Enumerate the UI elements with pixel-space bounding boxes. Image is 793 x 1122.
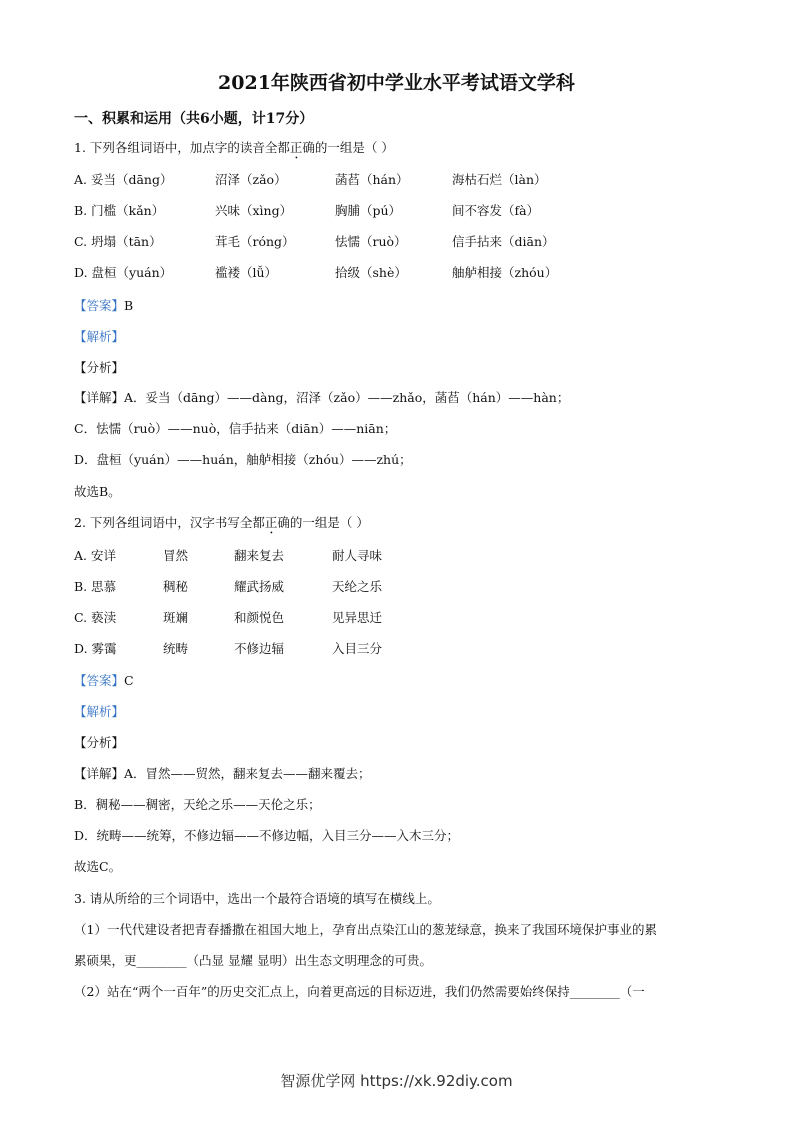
q2-option-d-3: 不修边辐 (234, 641, 285, 656)
q2-option-b-1: B. 思慕 (74, 579, 117, 594)
q2-fenxi: 【分析】 (74, 735, 125, 750)
q1-option-d-1: D. 盘桓（yuán） (74, 265, 173, 280)
answer-tag: 【答案】 (74, 298, 125, 313)
q2-option-c-3: 和颜悦色 (234, 610, 285, 625)
stem-text: 2. 下列各组词语中，汉字书写全都 (74, 515, 265, 530)
q2-answer (74, 673, 134, 689)
q1-option-a-2: 沼泽（zǎo） (215, 172, 287, 187)
page-title: 2021年陕西省初中学业水平考试语文学科 (218, 72, 575, 94)
answer-value: B (124, 298, 134, 313)
q2-option-d-4: 入目三分 (332, 641, 383, 656)
dotted-char: 正 (289, 140, 303, 155)
footer-watermark: 智源优学网 https://xk.92diy.com (280, 1072, 513, 1090)
q2-option-c-1: C. 亵渎 (74, 610, 117, 625)
question-2-stem (74, 515, 369, 537)
q2-option-c-2: 斑斓 (163, 610, 189, 625)
q1-detail-4: 故选B。 (74, 484, 121, 499)
q1-analysis-tag: 【解析】 (74, 329, 125, 344)
q1-option-a-4: 海枯石烂（làn） (452, 172, 547, 187)
q1-answer (74, 298, 133, 314)
q1-detail-2: C．怯懦（ruò）——nuò，信手拈来（diān）——niān； (74, 421, 397, 436)
q2-option-d-2: 统畴 (163, 641, 189, 656)
q2-option-a-4: 耐人寻味 (332, 548, 383, 563)
q1-detail-3: D．盘桓（yuán）——huán，舳舻相接（zhóu）——zhú； (74, 452, 412, 467)
q2-option-a-1: A. 安详 (74, 548, 116, 563)
q1-fenxi: 【分析】 (74, 360, 125, 375)
stem-text: 确的一组是（ ） (302, 140, 394, 155)
q2-option-b-2: 稠秘 (163, 579, 189, 594)
stem-text: 确的一组是（ ） (277, 515, 369, 530)
q1-option-a-3: 菡萏（hán） (335, 172, 409, 187)
question-1-stem (74, 140, 394, 162)
q2-detail-2: B．稠秘——稠密，天纶之乐——天伦之乐； (74, 797, 321, 812)
q3-part-1-line-1: （1）一代代建设者把青春播撒在祖国大地上，孕育出点染江山的葱茏绿意，换来了我国环境保护事业的累 (74, 922, 657, 937)
question-3-stem: 3. 请从所给的三个词语中，选出一个最符合语境的填写在横线上。 (74, 891, 440, 906)
answer-value: C (124, 673, 134, 688)
q1-option-b-4: 间不容发（fà） (452, 203, 540, 218)
section-heading: 一、积累和运用（共6小题，计17分） (74, 111, 314, 127)
q2-analysis-tag: 【解析】 (74, 704, 125, 719)
q1-option-c-3: 怯懦（ruò） (335, 234, 407, 249)
q2-detail-1: 【详解】A．冒然——贸然，翻来复去——翻来覆去； (74, 766, 371, 781)
q1-option-c-4: 信手拈来（diān） (452, 234, 555, 249)
q2-option-c-4: 见异思迁 (332, 610, 383, 625)
q1-option-d-2: 褴褛（lǚ） (215, 265, 278, 280)
q1-option-b-3: 胸脯（pú） (335, 203, 402, 218)
q2-option-a-3: 翻来复去 (234, 548, 285, 563)
dotted-char: 正 (264, 515, 278, 530)
q2-option-a-2: 冒然 (163, 548, 189, 563)
q2-option-b-4: 天纶之乐 (332, 579, 383, 594)
q1-option-c-1: C. 坍塌（tān） (74, 234, 162, 249)
q2-option-d-1: D. 雾霭 (74, 641, 117, 656)
stem-text: 1. 下列各组词语中，加点字的读音全都 (74, 140, 290, 155)
q1-option-b-2: 兴味（xìng） (215, 203, 293, 218)
q1-option-c-2: 茸毛（róng） (215, 234, 295, 249)
q3-part-1-line-2: 累硕果，更________（凸显 显耀 显明）出生态文明理念的可贵。 (74, 953, 432, 968)
q1-option-b-1: B. 门槛（kǎn） (74, 203, 165, 218)
q3-part-2-line-1: （2）站在“两个一百年”的历史交汇点上，向着更高远的目标迈进，我们仍然需要始终保持________（一 (74, 984, 645, 999)
q2-detail-3: D．统畴——统筹，不修边辐——不修边幅，入目三分——入木三分； (74, 828, 460, 843)
q1-option-d-4: 舳舻相接（zhóu） (452, 265, 558, 280)
q2-option-b-3: 耀武扬威 (234, 579, 285, 594)
q1-option-a-1: A. 妥当（dāng） (74, 172, 173, 187)
answer-tag: 【答案】 (74, 673, 125, 688)
q1-option-d-3: 拾级（shè） (335, 265, 407, 280)
q2-detail-4: 故选C。 (74, 859, 122, 874)
q1-detail-1: 【详解】A．妥当（dāng）——dàng，沼泽（zǎo）——zhǎo，菡萏（hán）——hàn； (74, 390, 570, 405)
